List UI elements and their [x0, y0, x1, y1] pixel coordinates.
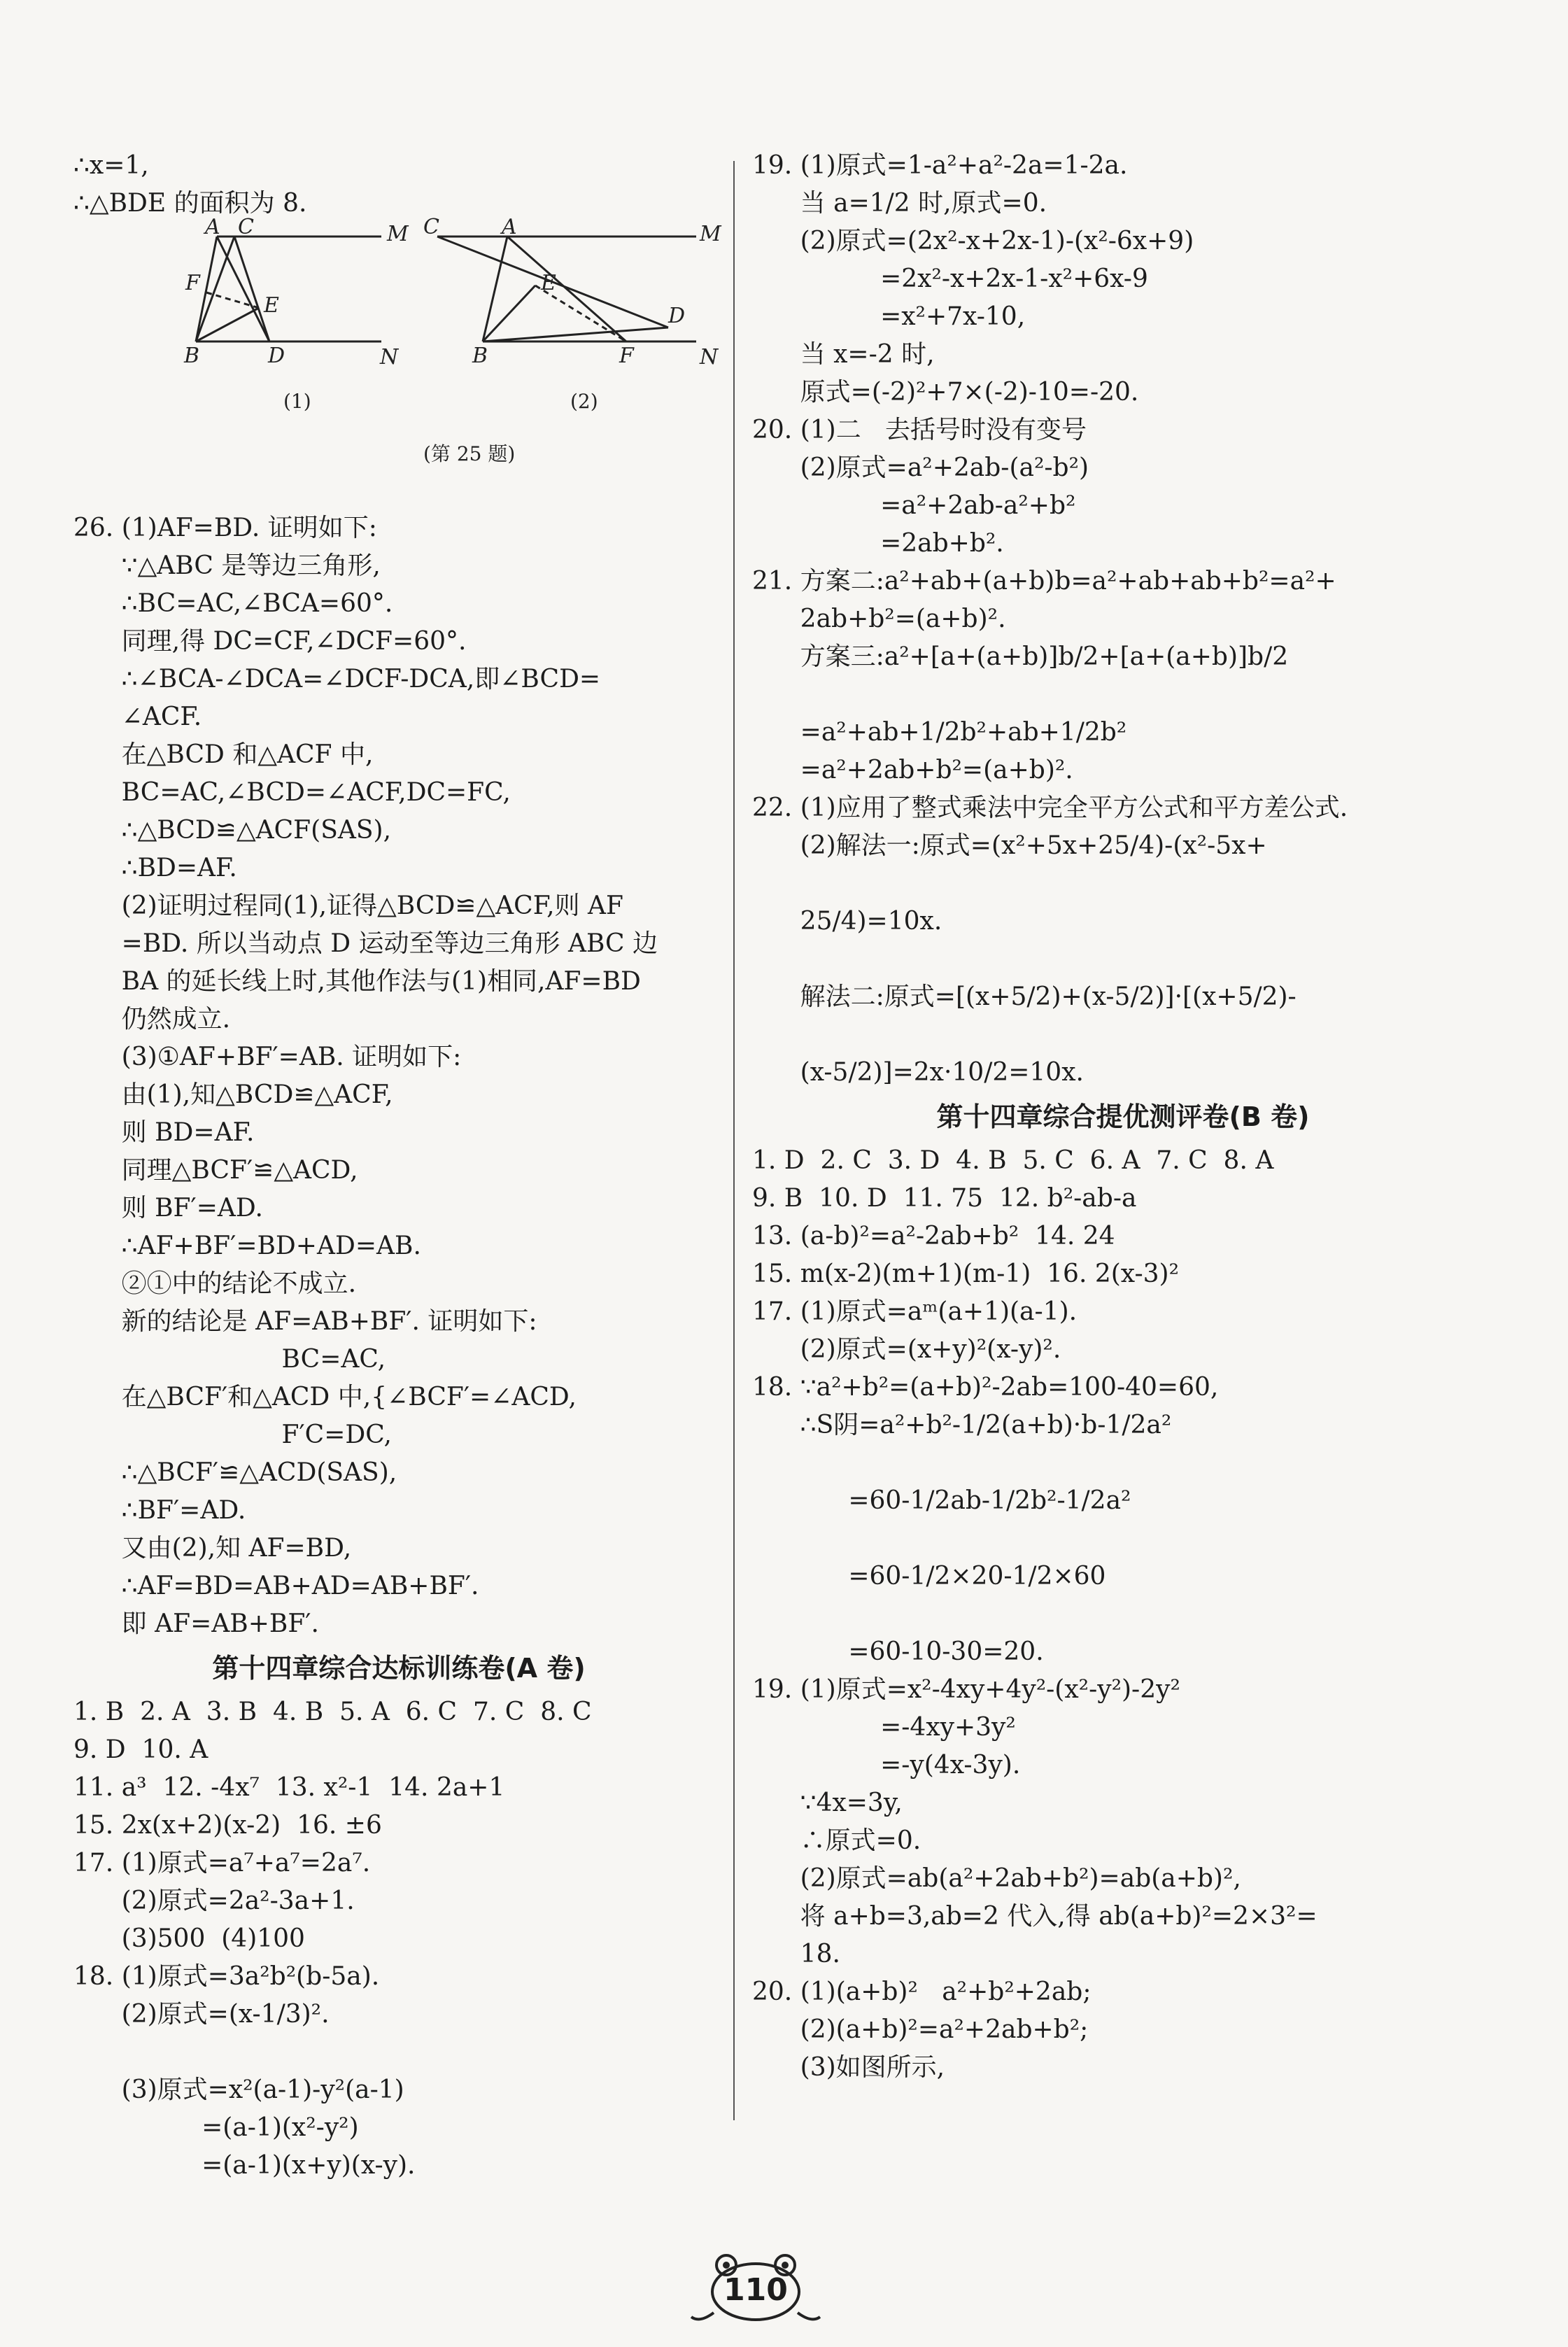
- section-b-line: =60-1/2ab-1/2b²-1/2a²: [752, 1486, 1131, 1515]
- problem-26-line: =BD. 所以当动点 D 运动至等边三角形 ABC 边: [73, 929, 658, 958]
- section-a-line: (3)500 (4)100: [73, 1924, 305, 1953]
- section-a-line: 17. (1)原式=a⁷+a⁷=2a⁷.: [73, 1849, 371, 1877]
- problem-26-line: (3)①AF+BF′=AB. 证明如下:: [73, 1043, 462, 1071]
- right-solution-line: 21. 方案二:a²+ab+(a+b)b=a²+ab+ab+b²=a²+: [752, 567, 1336, 595]
- figure-1-point-label: D: [268, 344, 285, 368]
- right-column: [752, 147, 1494, 2087]
- page-number-badge: [686, 2250, 826, 2327]
- right-solution-line: =a²+ab+1/2b²+ab+1/2b²: [752, 718, 1127, 747]
- problem-26-line: ∵△ABC 是等边三角形,: [73, 551, 381, 580]
- right-solution-line: 2ab+b²=(a+b)².: [752, 605, 1006, 633]
- figure-1-point-label: C: [238, 215, 254, 239]
- problem-26-line: ②①中的结论不成立.: [73, 1269, 357, 1298]
- left-top-lines: [73, 147, 724, 223]
- problem-26-line: ∠ACF.: [73, 703, 202, 731]
- left-column: [73, 147, 724, 2185]
- figure-1-point-label: M: [387, 222, 409, 246]
- right-solution-line: [752, 676, 1494, 714]
- problem-26-line: ∴△BCF′≌△ACD(SAS),: [73, 1458, 397, 1487]
- right-solution-line: 当 a=1/2 时,原式=0.: [752, 189, 1047, 218]
- right-solution-line: =2x²-x+2x-1-x²+6x-9: [752, 265, 1148, 293]
- section-b-line: 20. (1)(a+b)² a²+b²+2ab;: [752, 1978, 1092, 2006]
- problem-26-line: ∴AF=BD=AB+AD=AB+BF′.: [73, 1572, 479, 1600]
- section-b-answers: [752, 1142, 1494, 2087]
- problem-26-line: 仍然成立.: [73, 1005, 231, 1034]
- section-b-line: ∴原式=0.: [752, 1826, 921, 1855]
- right-solution-line: 当 x=-2 时,: [752, 340, 935, 369]
- figure-2-point-label: E: [541, 271, 556, 295]
- section-b-line: [752, 1595, 1494, 1633]
- figure-1-point-label: N: [380, 345, 399, 369]
- figure-1-point-label: A: [205, 215, 220, 239]
- section-b-line: (2)原式=(x+y)²(x-y)².: [752, 1335, 1061, 1364]
- problem-26-line: ∴AF+BF′=BD+AD=AB.: [73, 1232, 421, 1260]
- column-divider: [733, 161, 735, 2120]
- problem-26-line: (2)证明过程同(1),证得△BCD≌△ACF,则 AF: [73, 891, 623, 920]
- section-b-line: =-4xy+3y²: [752, 1713, 1016, 1742]
- problem-26-line: ∴△BCD≌△ACF(SAS),: [73, 816, 392, 845]
- section-b-line: 19. (1)原式=x²-4xy+4y²-(x²-y²)-2y²: [752, 1675, 1180, 1704]
- right-solution-line: [752, 940, 1494, 978]
- figure-2-point-label: C: [423, 215, 439, 239]
- right-solution-line: [752, 865, 1494, 903]
- section-a-answers: [73, 1693, 724, 2185]
- left-top-line: ∴△BDE 的面积为 8.: [73, 189, 307, 218]
- right-solution-line: =a²+2ab-a²+b²: [752, 491, 1076, 520]
- section-b-line: ∵4x=3y,: [752, 1789, 903, 1817]
- section-b-line: 18.: [752, 1940, 840, 1968]
- section-b-line: (2)原式=ab(a²+2ab+b²)=ab(a+b)²,: [752, 1864, 1241, 1893]
- figure-1-label: (1): [283, 390, 311, 413]
- problem-26-line: 在△BCF′和△ACD 中,{∠BCF′=∠ACD,: [73, 1383, 577, 1411]
- section-b-line: 将 a+b=3,ab=2 代入,得 ab(a+b)²=2×3²=: [752, 1902, 1318, 1931]
- right-solution-line: 原式=(-2)²+7×(-2)-10=-20.: [752, 378, 1139, 407]
- figure-2-point-label: D: [668, 304, 686, 328]
- right-solution-line: =x²+7x-10,: [752, 302, 1026, 331]
- problem-26-line: 26. (1)AF=BD. 证明如下:: [73, 514, 377, 542]
- figure-2-point-label: M: [700, 222, 721, 246]
- right-solution-line: 22. (1)应用了整式乘法中完全平方公式和平方差公式.: [752, 794, 1348, 822]
- section-a-line: (3)原式=x²(a-1)-y²(a-1): [73, 2075, 404, 2104]
- section-b-line: =60-1/2×20-1/2×60: [752, 1562, 1106, 1591]
- right-solution-line: [752, 1016, 1494, 1054]
- section-b-line: 13. (a-b)²=a²-2ab+b² 14. 24: [752, 1222, 1115, 1250]
- right-solution-line: =2ab+b².: [752, 529, 1004, 558]
- right-solution-line: 解法二:原式=[(x+5/2)+(x-5/2)]·[(x+5/2)-: [752, 982, 1297, 1011]
- section-b-line: 15. m(x-2)(m+1)(m-1) 16. 2(x-3)²: [752, 1260, 1179, 1288]
- problem-26-line: BC=AC,: [73, 1345, 386, 1374]
- section-b-line: 9. B 10. D 11. 75 12. b²-ab-a: [752, 1184, 1137, 1213]
- problem-26-line: 同理△BCF′≌△ACD,: [73, 1156, 358, 1185]
- problem-26-solution: [73, 509, 724, 1643]
- problem-26-line: BC=AC,∠BCD=∠ACF,DC=FC,: [73, 778, 511, 807]
- section-a-title: 第十四章综合达标训练卷(A 卷): [212, 1653, 586, 1684]
- figure-25: [73, 215, 724, 509]
- section-a-line: 11. a³ 12. -4x⁷ 13. x²-1 14. 2a+1: [73, 1773, 505, 1802]
- figure-1-point-label: B: [184, 344, 200, 368]
- figure-2-point-label: F: [619, 344, 634, 368]
- geometry-figures: [115, 215, 721, 509]
- section-b-title: 第十四章综合提优测评卷(B 卷): [936, 1101, 1310, 1132]
- figure-2-label: (2): [570, 390, 598, 413]
- section-b-line: 1. D 2. C 3. D 4. B 5. C 6. A 7. C 8. A: [752, 1146, 1274, 1175]
- page-number: 110: [723, 2272, 788, 2308]
- problem-26-line: ∴BD=AF.: [73, 854, 237, 882]
- right-column-solutions: [752, 147, 1494, 1092]
- figure-2-point-label: A: [502, 215, 517, 239]
- right-solution-line: 19. (1)原式=1-a²+a²-2a=1-2a.: [752, 151, 1128, 180]
- section-b-line: ∴S阴=a²+b²-1/2(a+b)·b-1/2a²: [752, 1411, 1172, 1439]
- section-a-line: 9. D 10. A: [73, 1735, 209, 1764]
- section-a-line: (2)原式=(x-1/3)².: [73, 2000, 330, 2029]
- section-b-line: =60-10-30=20.: [752, 1637, 1044, 1666]
- right-solution-line: (x-5/2)]=2x·10/2=10x.: [752, 1058, 1084, 1087]
- problem-26-line: 则 BD=AF.: [73, 1118, 255, 1147]
- problem-26-line: 在△BCD 和△ACF 中,: [73, 740, 374, 769]
- section-a-line: =(a-1)(x²-y²): [73, 2113, 359, 2142]
- right-solution-line: (2)原式=(2x²-x+2x-1)-(x²-6x+9): [752, 227, 1194, 255]
- section-b-line: (2)(a+b)²=a²+2ab+b²;: [752, 2015, 1089, 2044]
- right-solution-line: (2)解法一:原式=(x²+5x+25/4)-(x²-5x+: [752, 831, 1267, 860]
- right-solution-line: 方案三:a²+[a+(a+b)]b/2+[a+(a+b)]b/2: [752, 642, 1289, 671]
- problem-26-line: 新的结论是 AF=AB+BF′. 证明如下:: [73, 1307, 537, 1336]
- section-a-line: 1. B 2. A 3. B 4. B 5. A 6. C 7. C 8. C: [73, 1698, 592, 1726]
- problem-26-line: ∴BF′=AD.: [73, 1496, 246, 1525]
- problem-26-line: 同理,得 DC=CF,∠DCF=60°.: [73, 627, 467, 656]
- right-solution-line: =a²+2ab+b²=(a+b)².: [752, 756, 1073, 784]
- section-a-line: (2)原式=2a²-3a+1.: [73, 1887, 355, 1915]
- section-b-line: [752, 1444, 1494, 1482]
- section-b-line: =-y(4x-3y).: [752, 1751, 1021, 1779]
- right-solution-line: (2)原式=a²+2ab-(a²-b²): [752, 453, 1089, 482]
- problem-26-line: 又由(2),知 AF=BD,: [73, 1534, 352, 1563]
- right-solution-line: 20. (1)二 去括号时没有变号: [752, 416, 1087, 444]
- problem-26-line: F′C=DC,: [73, 1421, 392, 1449]
- problem-26-line: ∴BC=AC,∠BCA=60°.: [73, 589, 393, 618]
- problem-26-line: ∴∠BCA-∠DCA=∠DCF-DCA,即∠BCD=: [73, 665, 601, 693]
- right-solution-line: 25/4)=10x.: [752, 907, 942, 936]
- figure-2-point-label: N: [700, 345, 719, 369]
- problem-26-line: 由(1),知△BCD≌△ACF,: [73, 1080, 393, 1109]
- figure-2-point-label: B: [472, 344, 488, 368]
- section-a-line: =(a-1)(x+y)(x-y).: [73, 2151, 416, 2180]
- section-b-line: 17. (1)原式=aᵐ(a+1)(a-1).: [752, 1297, 1078, 1326]
- section-a-line: 15. 2x(x+2)(x-2) 16. ±6: [73, 1811, 382, 1840]
- figure-1-point-label: F: [185, 271, 200, 295]
- section-b-line: [752, 1520, 1494, 1558]
- figure-1-point-label: E: [264, 293, 279, 318]
- section-b-line: (3)如图所示,: [752, 2053, 945, 2082]
- section-a-line: 18. (1)原式=3a²b²(b-5a).: [73, 1962, 380, 1991]
- problem-26-line: 则 BF′=AD.: [73, 1194, 263, 1222]
- section-a-line: [73, 2034, 724, 2071]
- problem-26-line: BA 的延长线上时,其他作法与(1)相同,AF=BD: [73, 967, 641, 996]
- section-b-line: 18. ∵a²+b²=(a+b)²-2ab=100-40=60,: [752, 1373, 1219, 1402]
- figure-caption: (第 25 题): [423, 442, 516, 465]
- problem-26-line: 即 AF=AB+BF′.: [73, 1609, 319, 1638]
- left-top-line: ∴x=1,: [73, 151, 149, 180]
